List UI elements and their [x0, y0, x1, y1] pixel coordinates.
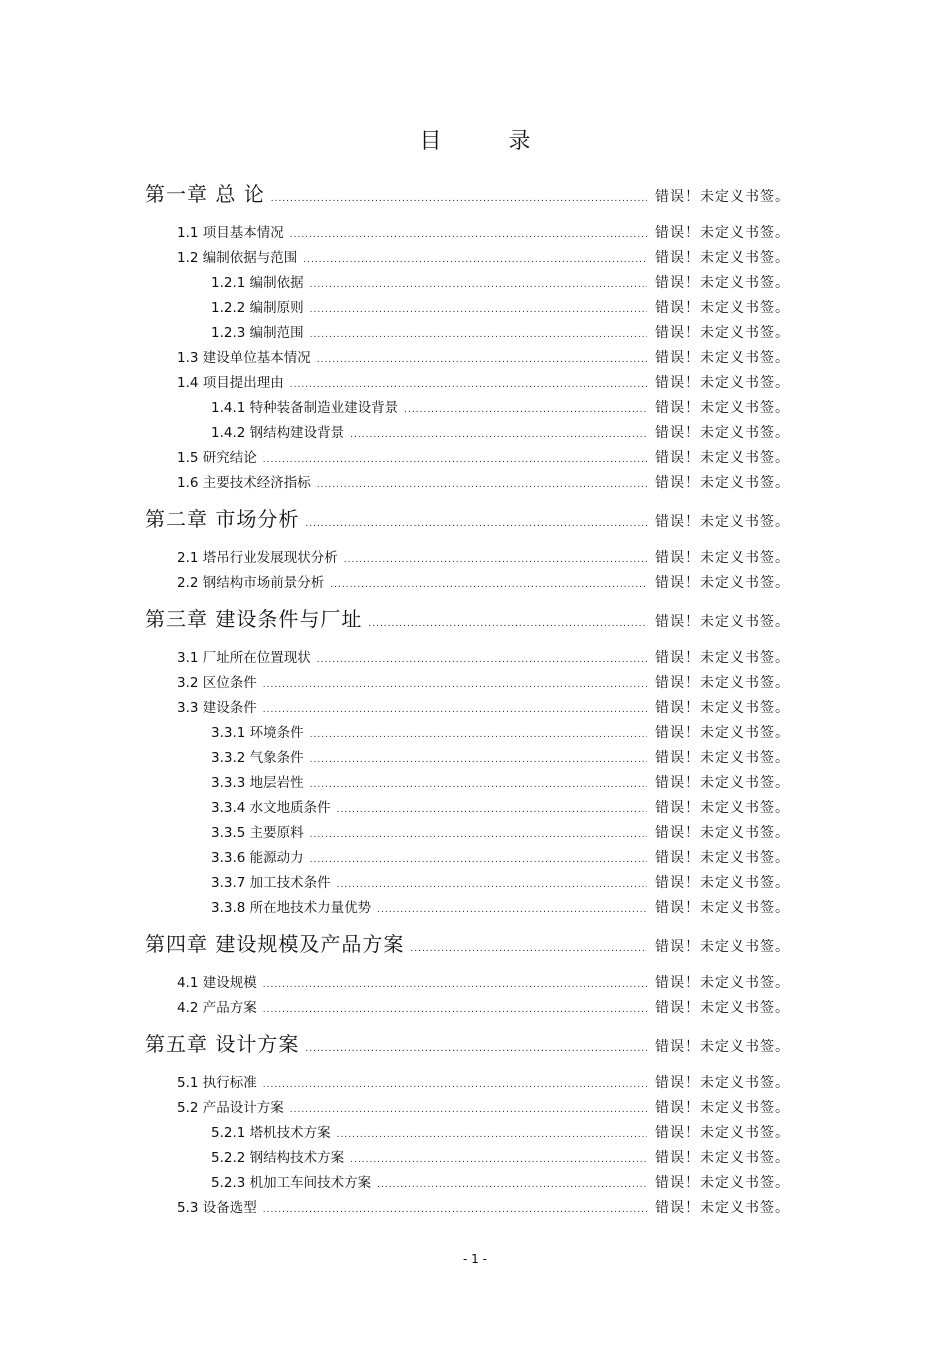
toc-chapter-entry[interactable]: [145, 928, 790, 956]
toc-entry-label: 3.3.1 环境条件: [211, 725, 304, 741]
toc-page-reference: 错误！未定义书签。: [655, 1000, 790, 1016]
toc-subsection-entry[interactable]: [211, 421, 790, 441]
toc-dot-leader: [368, 619, 647, 629]
toc-chapter-entry[interactable]: [145, 603, 790, 631]
toc-entry-label: 5.2.2 钢结构技术方案: [211, 1150, 345, 1166]
toc-subsection-entry[interactable]: [211, 821, 790, 841]
toc-entry-label: 1.5 研究结论: [177, 450, 257, 466]
toc-entry-label: 1.1 项目基本情况: [177, 225, 284, 241]
toc-subsection-entry[interactable]: [211, 1171, 790, 1191]
toc-page-reference: 错误！未定义书签。: [655, 514, 790, 530]
toc-entry-label: 5.1 执行标准: [177, 1075, 257, 1091]
toc-section-entry[interactable]: [177, 696, 790, 716]
toc-dot-leader: [310, 855, 647, 865]
toc-entry-label: 第四章 建设规模及产品方案: [145, 932, 405, 956]
toc-subsection-entry[interactable]: [211, 771, 790, 791]
toc-entry-label: 1.4.2 钢结构建设背景: [211, 425, 345, 441]
toc-page-reference: 错误！未定义书签。: [655, 725, 790, 741]
toc-entry-label: 3.3.2 气象条件: [211, 750, 304, 766]
toc-dot-leader: [305, 1044, 647, 1054]
toc-page-reference: 错误！未定义书签。: [655, 275, 790, 291]
toc-page-reference: 错误！未定义书签。: [655, 1150, 790, 1166]
toc-dot-leader: [263, 1205, 647, 1215]
toc-entry-label: 1.4.1 特种装备制造业建设背景: [211, 400, 399, 416]
toc-entry-label: 1.4 项目提出理由: [177, 375, 284, 391]
toc-dot-leader: [263, 980, 647, 990]
toc-page-reference: 错误！未定义书签。: [655, 475, 790, 491]
toc-entry-label: 1.3 建设单位基本情况: [177, 350, 311, 366]
toc-page-reference: 错误！未定义书签。: [655, 1175, 790, 1191]
toc-entry-label: 4.2 产品方案: [177, 1000, 257, 1016]
toc-entry-label: 5.2.3 机加工车间技术方案: [211, 1175, 372, 1191]
toc-section-entry[interactable]: [177, 446, 790, 466]
toc-dot-leader: [263, 1005, 647, 1015]
toc-entry-label: 5.2 产品设计方案: [177, 1100, 284, 1116]
toc-page-reference: 错误！未定义书签。: [655, 425, 790, 441]
toc-dot-leader: [290, 230, 647, 240]
toc-page-reference: 错误！未定义书签。: [655, 575, 790, 591]
toc-dot-leader: [404, 405, 647, 415]
toc-page-reference: 错误！未定义书签。: [655, 1200, 790, 1216]
toc-entry-label: 3.1 厂址所在位置现状: [177, 650, 311, 666]
toc-section-entry[interactable]: [177, 1071, 790, 1091]
toc-dot-leader: [317, 480, 647, 490]
toc-dot-leader: [377, 1180, 647, 1190]
toc-section-entry[interactable]: [177, 546, 790, 566]
toc-entry-label: 第五章 设计方案: [145, 1032, 300, 1056]
toc-dot-leader: [263, 680, 647, 690]
page-number: - 1 -: [463, 1252, 487, 1266]
toc-section-entry[interactable]: [177, 1096, 790, 1116]
toc-page-reference: 错误！未定义书签。: [655, 1125, 790, 1141]
toc-dot-leader: [337, 805, 647, 815]
toc-page-reference: 错误！未定义书签。: [655, 225, 790, 241]
toc-page-reference: 错误！未定义书签。: [655, 450, 790, 466]
toc-dot-leader: [310, 830, 647, 840]
toc-dot-leader: [271, 194, 647, 204]
toc-dot-leader: [310, 305, 647, 315]
toc-section-entry[interactable]: [177, 646, 790, 666]
toc-dot-leader: [263, 455, 647, 465]
toc-dot-leader: [330, 580, 647, 590]
toc-entry-label: 2.2 钢结构市场前景分析: [177, 575, 325, 591]
toc-page-reference: 错误！未定义书签。: [655, 1039, 790, 1055]
toc-section-entry[interactable]: [177, 246, 790, 266]
toc-page-reference: 错误！未定义书签。: [655, 250, 790, 266]
toc-entry-label: 5.3 设备选型: [177, 1200, 257, 1216]
toc-entry-label: 3.3.7 加工技术条件: [211, 875, 331, 891]
toc-page-reference: 错误！未定义书签。: [655, 350, 790, 366]
toc-dot-leader: [263, 1080, 647, 1090]
toc-page-reference: 错误！未定义书签。: [655, 700, 790, 716]
toc-dot-leader: [350, 1155, 647, 1165]
toc-entry-label: 3.3.6 能源动力: [211, 850, 304, 866]
toc-entry-label: 4.1 建设规模: [177, 975, 257, 991]
toc-page-reference: 错误！未定义书签。: [655, 825, 790, 841]
toc-dot-leader: [290, 1105, 647, 1115]
toc-section-entry[interactable]: [177, 671, 790, 691]
toc-entry-label: 1.2.3 编制范围: [211, 325, 304, 341]
toc-entry-label: 1.6 主要技术经济指标: [177, 475, 311, 491]
toc-page-reference: 错误！未定义书签。: [655, 775, 790, 791]
toc-page-reference: 错误！未定义书签。: [655, 900, 790, 916]
toc-dot-leader: [310, 780, 647, 790]
toc-page-reference: 错误！未定义书签。: [655, 1075, 790, 1091]
toc-page-reference: 错误！未定义书签。: [655, 375, 790, 391]
toc-chapter-entry[interactable]: [145, 503, 790, 531]
toc-entry-label: 3.2 区位条件: [177, 675, 257, 691]
toc-subsection-entry[interactable]: [211, 1121, 790, 1141]
toc-dot-leader: [337, 1130, 647, 1140]
toc-section-entry[interactable]: [177, 571, 790, 591]
toc-entry-label: 1.2 编制依据与范围: [177, 250, 298, 266]
toc-page-reference: 错误！未定义书签。: [655, 875, 790, 891]
toc-entry-label: 1.2.2 编制原则: [211, 300, 304, 316]
toc-page-reference: 错误！未定义书签。: [655, 800, 790, 816]
toc-subsection-entry[interactable]: [211, 896, 790, 916]
toc-subsection-entry[interactable]: [211, 1146, 790, 1166]
toc-dot-leader: [337, 880, 647, 890]
toc-section-entry[interactable]: [177, 471, 790, 491]
toc-entry-label: 5.2.1 塔机技术方案: [211, 1125, 331, 1141]
toc-section-entry[interactable]: [177, 996, 790, 1016]
toc-dot-leader: [310, 755, 647, 765]
toc-subsection-entry[interactable]: [211, 271, 790, 291]
toc-section-entry[interactable]: [177, 346, 790, 366]
toc-page-reference: 错误！未定义书签。: [655, 1100, 790, 1116]
toc-page-reference: 错误！未定义书签。: [655, 300, 790, 316]
toc-dot-leader: [263, 705, 647, 715]
toc-dot-leader: [310, 730, 647, 740]
toc-page-reference: 错误！未定义书签。: [655, 750, 790, 766]
toc-page-reference: 错误！未定义书签。: [655, 550, 790, 566]
toc-dot-leader: [344, 555, 647, 565]
toc-subsection-entry[interactable]: [211, 721, 790, 741]
toc-entry-label: 3.3.8 所在地技术力量优势: [211, 900, 372, 916]
toc-entry-label: 3.3.3 地层岩性: [211, 775, 304, 791]
toc-dot-leader: [305, 519, 647, 529]
toc-page-reference: 错误！未定义书签。: [655, 975, 790, 991]
toc-chapter-entry[interactable]: [145, 1028, 790, 1056]
toc-entry-label: 3.3.5 主要原料: [211, 825, 304, 841]
toc-entry-label: 1.2.1 编制依据: [211, 275, 304, 291]
toc-dot-leader: [310, 330, 647, 340]
toc-dot-leader: [377, 905, 647, 915]
toc-section-entry[interactable]: [177, 1196, 790, 1216]
toc-dot-leader: [317, 355, 647, 365]
toc-section-entry[interactable]: [177, 971, 790, 991]
toc-page-reference: 错误！未定义书签。: [655, 650, 790, 666]
toc-subsection-entry[interactable]: [211, 296, 790, 316]
toc-subsection-entry[interactable]: [211, 796, 790, 816]
toc-entry-label: 3.3 建设条件: [177, 700, 257, 716]
toc-subsection-entry[interactable]: [211, 321, 790, 341]
toc-dot-leader: [350, 430, 647, 440]
toc-section-entry[interactable]: [177, 221, 790, 241]
toc-page-reference: 错误！未定义书签。: [655, 614, 790, 630]
toc-page-reference: 错误！未定义书签。: [655, 675, 790, 691]
toc-subsection-entry[interactable]: [211, 846, 790, 866]
toc-subsection-entry[interactable]: [211, 396, 790, 416]
toc-entry-label: 第二章 市场分析: [145, 507, 300, 531]
toc-page-reference: 错误！未定义书签。: [655, 400, 790, 416]
toc-entry-label: 第三章 建设条件与厂址: [145, 607, 363, 631]
toc-page-reference: 错误！未定义书签。: [655, 939, 790, 955]
toc-dot-leader: [317, 655, 647, 665]
toc-section-entry[interactable]: [177, 371, 790, 391]
toc-entry-label: 第一章 总 论: [145, 182, 265, 206]
toc-dot-leader: [290, 380, 647, 390]
toc-dot-leader: [410, 944, 647, 954]
toc-dot-leader: [303, 255, 647, 265]
toc-entry-label: 3.3.4 水文地质条件: [211, 800, 331, 816]
toc-page-reference: 错误！未定义书签。: [655, 850, 790, 866]
toc-subsection-entry[interactable]: [211, 746, 790, 766]
toc-chapter-entry[interactable]: [145, 178, 790, 206]
toc-dot-leader: [310, 280, 647, 290]
toc-page-reference: 错误！未定义书签。: [655, 325, 790, 341]
toc-entry-label: 2.1 塔吊行业发展现状分析: [177, 550, 338, 566]
toc-page-reference: 错误！未定义书签。: [655, 189, 790, 205]
toc-subsection-entry[interactable]: [211, 871, 790, 891]
page-title: 目 录: [419, 129, 561, 154]
